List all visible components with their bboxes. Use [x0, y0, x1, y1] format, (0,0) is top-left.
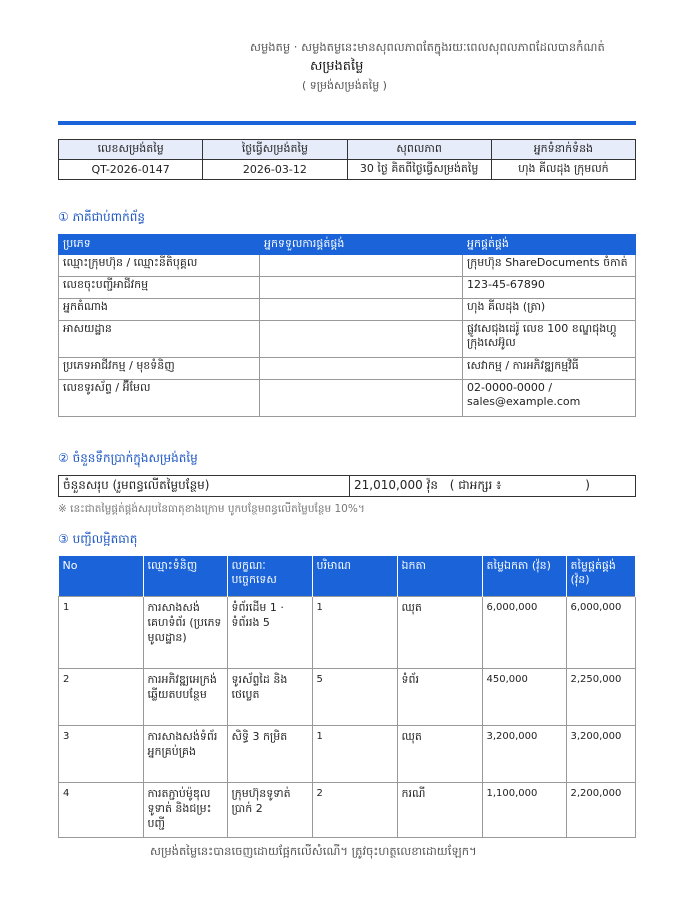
title-divider [58, 121, 636, 125]
quote-date: 2026-03-12 [203, 160, 347, 180]
item-name: ការសាងសង់គេហទំព័រ (ប្រភេទមូលដ្ឋាន) [143, 597, 227, 669]
supplier-value: ហុង គីលដុង (ត្រា) [463, 299, 636, 321]
item-unit: ឈុត [397, 726, 482, 783]
quote-meta-table [58, 139, 636, 180]
item-no: 1 [59, 597, 144, 669]
quote-validity: 30 ថ្ងៃ គិតពីថ្ងៃធ្វើសម្រង់តម្លៃ [347, 160, 491, 180]
header-note: សម្ងងតម្ង · សម្ងងតម្ងនេះមានសុពលភាពតែក្នុងរយៈពេលសុពលភាពដែលបានកំណត់ [250, 40, 605, 54]
amount-label: ចំនួនសរុប (រួមពន្ធលើតម្លៃបន្ថែម) [59, 476, 350, 497]
item-spec: ទំព័រដើម 1 · ទំព័ររង 5 [227, 597, 312, 669]
receiver-value [260, 277, 463, 299]
amount-words-close: ) [585, 478, 590, 492]
amount-value-cell [350, 476, 636, 497]
party-label: អាសយដ្ឋាន [59, 321, 260, 358]
party-label: លេខទូរស័ព្ទ / អ៊ីមែល [59, 380, 260, 417]
supplier-value: 123-45-67890 [463, 277, 636, 299]
item-unit-price: 3,200,000 [482, 726, 566, 783]
parties-table [58, 234, 636, 417]
item-unit: ទំព័រ [397, 669, 482, 726]
items-header-subtotal: តម្លៃផ្គត់ផ្គង់ (វ៉ុន) [566, 556, 636, 597]
item-name: ការអភិវឌ្ឍអេក្រង់ឆ្លើយតបបន្ថែម [143, 669, 227, 726]
item-unit-price: 6,000,000 [482, 597, 566, 669]
meta-header-validity: សុពលភាព [347, 140, 491, 160]
document-subtitle: ( ទម្រង់សម្រង់តម្លៃ ) [302, 79, 387, 92]
item-spec: ទូរស័ព្ទដៃ និង ថេប្លេត [227, 669, 312, 726]
item-name: ការសាងសង់ទំព័រ អ្នកគ្រប់គ្រង [143, 726, 227, 783]
item-no: 2 [59, 669, 144, 726]
meta-header-contact: អ្នកទំនាក់ទំនង [491, 140, 635, 160]
quote-number: QT-2026-0147 [59, 160, 203, 180]
supplier-value: ផ្លូវសេជុងដេរ៉ូ លេខ 100 ខណ្ឌជុងហ្គូ ក្រុងសេអ៊ូល [463, 321, 636, 358]
section-title-items: ③ បញ្ជីលម្អិតធាតុ [58, 532, 138, 546]
party-label: អ្នកតំណាង [59, 299, 260, 321]
items-header-no: No [59, 556, 144, 597]
item-qty: 5 [312, 669, 397, 726]
item-qty: 1 [312, 726, 397, 783]
amount-note: ※ នេះជាតម្លៃផ្គត់ផ្គង់សរុបនៃធាតុខាងក្រោម បូកបន្ថែមពន្ធលើតម្លៃបន្ថែម 10%។ [58, 503, 365, 515]
item-spec: ក្រុមហ៊ុនទូទាត់ប្រាក់ 2 [227, 783, 312, 838]
receiver-value [260, 380, 463, 417]
supplier-value: ក្រុមហ៊ុន ShareDocuments ចំកាត់ [463, 255, 636, 277]
party-label: លេខចុះបញ្ជីអាជីវកម្ម [59, 277, 260, 299]
footer-note: សម្រង់តម្លៃនេះបានចេញដោយផ្អែកលើសំណើ។ ត្រូវចុះហត្ថលេខាដោយឡែក។ [150, 844, 477, 858]
supplier-value: សេវាកម្ម / ការអភិវឌ្ឍកម្មវិធី [463, 358, 636, 380]
item-unit-price: 450,000 [482, 669, 566, 726]
quote-contact: ហុង គីលដុង ក្រុមលក់ [491, 160, 635, 180]
receiver-value [260, 321, 463, 358]
parties-header-receiver: អ្នកទទួលការផ្គត់ផ្គង់ [260, 235, 463, 255]
item-subtotal: 2,250,000 [566, 669, 636, 726]
items-header-unit: ឯកតា [397, 556, 482, 597]
section-title-parties: ① ភាគីជាប់ពាក់ព័ន្ធ [58, 210, 145, 224]
document-title: សម្រងតម្លៃ [310, 59, 364, 74]
receiver-value [260, 255, 463, 277]
item-unit-price: 1,100,000 [482, 783, 566, 838]
amount-table [58, 475, 636, 497]
item-subtotal: 3,200,000 [566, 726, 636, 783]
supplier-value: 02-0000-0000 / sales@example.com [463, 380, 636, 417]
meta-header-number: លេខសម្រង់តម្លៃ [59, 140, 203, 160]
item-subtotal: 2,200,000 [566, 783, 636, 838]
item-unit: ករណី [397, 783, 482, 838]
amount-words-label: ( ជាអក្សរ ៖ [449, 478, 502, 492]
item-no: 3 [59, 726, 144, 783]
items-table [58, 556, 636, 838]
receiver-value [260, 358, 463, 380]
items-header-name: ឈ្មោះទំនិញ [143, 556, 227, 597]
amount-value: 21,010,000 វ៉ុន [354, 478, 438, 492]
item-unit: ឈុត [397, 597, 482, 669]
section-title-amount: ② ចំនួនទឹកប្រាក់ក្នុងសម្រង់តម្លៃ [58, 451, 198, 465]
item-subtotal: 6,000,000 [566, 597, 636, 669]
party-label: ឈ្មោះក្រុមហ៊ុន / ឈ្មោះនីតិបុគ្គល [59, 255, 260, 277]
item-qty: 1 [312, 597, 397, 669]
parties-header-supplier: អ្នកផ្គត់ផ្គង់ [463, 235, 636, 255]
parties-header-type: ប្រភេទ [59, 235, 260, 255]
items-header-price: តម្លៃឯកតា (វ៉ុន) [482, 556, 566, 597]
items-header-spec: លក្ខណៈ បច្ចេកទេស [227, 556, 312, 597]
meta-header-date: ថ្ងៃធ្វើសម្រង់តម្លៃ [203, 140, 347, 160]
item-no: 4 [59, 783, 144, 838]
item-spec: សិទ្ធិ 3 កម្រិត [227, 726, 312, 783]
receiver-value [260, 299, 463, 321]
item-name: ការតភ្ជាប់ម៉ូឌុលទូទាត់ និងជម្រះបញ្ជី [143, 783, 227, 838]
party-label: ប្រភេទអាជីវកម្ម / មុខទំនិញ [59, 358, 260, 380]
items-header-qty: បរិមាណ [312, 556, 397, 597]
item-qty: 2 [312, 783, 397, 838]
